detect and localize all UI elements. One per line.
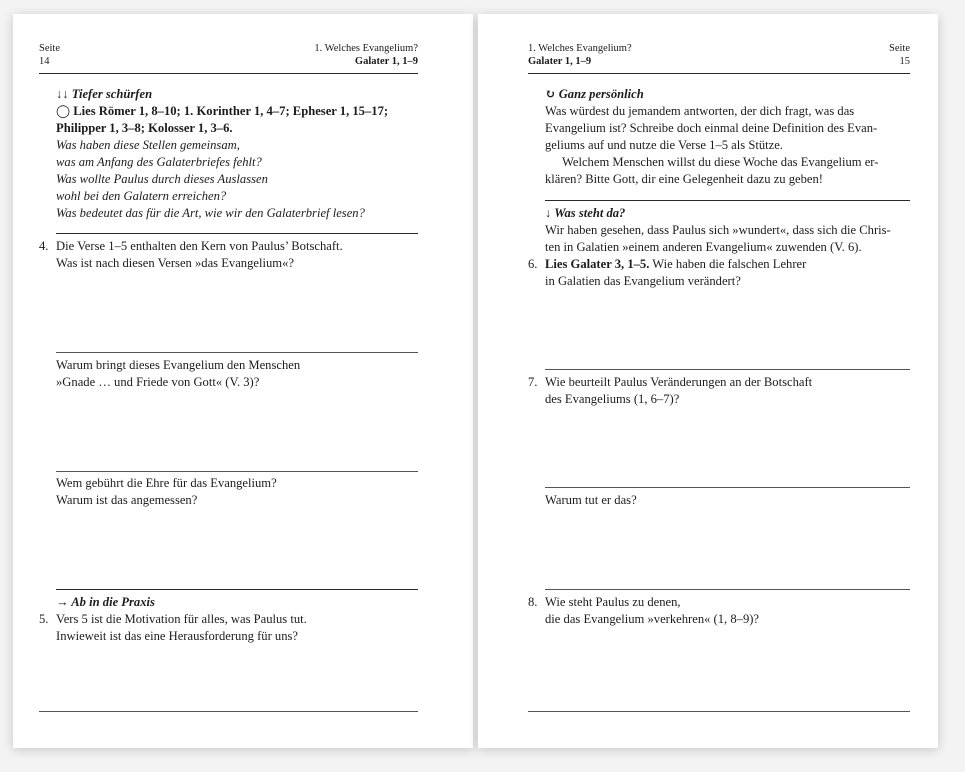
chapter-title: 1. Welches Evangelium? (528, 43, 632, 54)
question-number: 7. (528, 375, 538, 389)
bible-ref: Lies Galater 3, 1–5. (545, 257, 650, 271)
answer-line[interactable] (545, 487, 910, 488)
question-line: Was bedeutet das für die Art, wie wir den Galaterbrief lesen? (56, 206, 365, 220)
question-number: 8. (528, 595, 538, 609)
question-line: was am Anfang des Galaterbriefes fehlt? (56, 155, 262, 169)
header-rule (528, 73, 910, 74)
running-header (314, 42, 418, 68)
left-page (13, 14, 473, 748)
header-rule (39, 73, 418, 74)
right-page (478, 14, 938, 748)
question-4: Die Verse 1–5 enthalten den Kern von Paulus’ Botschaft. Was ist nach diesen Versen »das Evangelium«? (56, 239, 343, 270)
bible-refs-cont: Philipper 1, 3–8; Kolosser 1, 3–6. (56, 121, 233, 135)
personal-section: ↻ Ganz persönlich Was würdest du jemandem antworten, der dich fragt, was das Evangelium ist? Schreibe doch einmal deine Definition des Evan- geliums auf und nutze die Verse 1–5 als Stütze. Welchem Menschen willst du diese Woche das Evangelium er- klären? Bitte Gott, dir eine Gelegenheit dazu zu geben! (545, 86, 910, 188)
question-line: Was haben diese Stellen gemeinsam, (56, 138, 240, 152)
question-number: 6. (528, 257, 538, 271)
answer-line[interactable] (545, 369, 910, 370)
question-4c: Wem gebührt die Ehre für das Evangelium? Warum ist das angemessen? (56, 476, 277, 507)
tiefer-section (56, 86, 426, 222)
section-rule (56, 589, 418, 590)
running-header (528, 42, 632, 68)
answer-line[interactable] (56, 471, 418, 472)
question-7b: Warum tut er das? (545, 493, 637, 507)
answer-line[interactable] (39, 711, 418, 712)
section-heading: ↓↓ Tiefer schürfen (56, 87, 153, 101)
question-8: Wie steht Paulus zu denen, die das Evangelium »verkehren« (1, 8–9)? (545, 595, 760, 626)
page-label: Seite 14 (39, 43, 60, 67)
question-6: Lies Galater 3, 1–5. Wie haben die falschen Lehrer in Galatien das Evangelium verändert? (545, 257, 807, 288)
praxis-heading: → Ab in die Praxis (56, 595, 155, 609)
passage-ref: Galater 1, 1–9 (528, 56, 592, 67)
answer-line[interactable] (545, 589, 910, 590)
chapter-title: 1. Welches Evangelium? (314, 43, 418, 54)
question-5: Vers 5 ist die Motivation für alles, was Paulus tut. Inwieweit ist das eine Herausforderung für uns? (56, 612, 307, 643)
page-number: 14 (39, 56, 50, 67)
page-number: 15 (899, 56, 910, 67)
steht-section: ↓ Was steht da? Wir haben gesehen, dass Paulus sich »wundert«, dass sich die Chris- ten in Galatien »einem anderen Evangelium« zuwenden (V. 6). (545, 205, 910, 256)
bible-refs: ◯ Lies Römer 1, 8–10; 1. Korinther 1, 4–7; Epheser 1, 15–17; (56, 104, 389, 118)
answer-line[interactable] (56, 352, 418, 353)
section-rule (56, 233, 418, 234)
section-heading: ↓ Was steht da? (545, 206, 626, 220)
page-label: Seite 15 (889, 43, 910, 67)
question-number: 4. (39, 239, 49, 253)
answer-line[interactable] (528, 711, 910, 712)
passage-ref: Galater 1, 1–9 (354, 56, 418, 67)
question-line: Was wollte Paulus durch dieses Auslassen (56, 172, 268, 186)
question-4b: Warum bringt dieses Evangelium den Menschen »Gnade … und Friede von Gott« (V. 3)? (56, 358, 301, 389)
question-number: 5. (39, 612, 49, 626)
question-7: Wie beurteilt Paulus Veränderungen an der Botschaft des Evangeliums (1, 6–7)? (545, 375, 813, 406)
question-line: wohl bei den Galatern erreichen? (56, 189, 227, 203)
section-rule (545, 200, 910, 201)
section-heading: ↻ Ganz persönlich (545, 87, 644, 101)
